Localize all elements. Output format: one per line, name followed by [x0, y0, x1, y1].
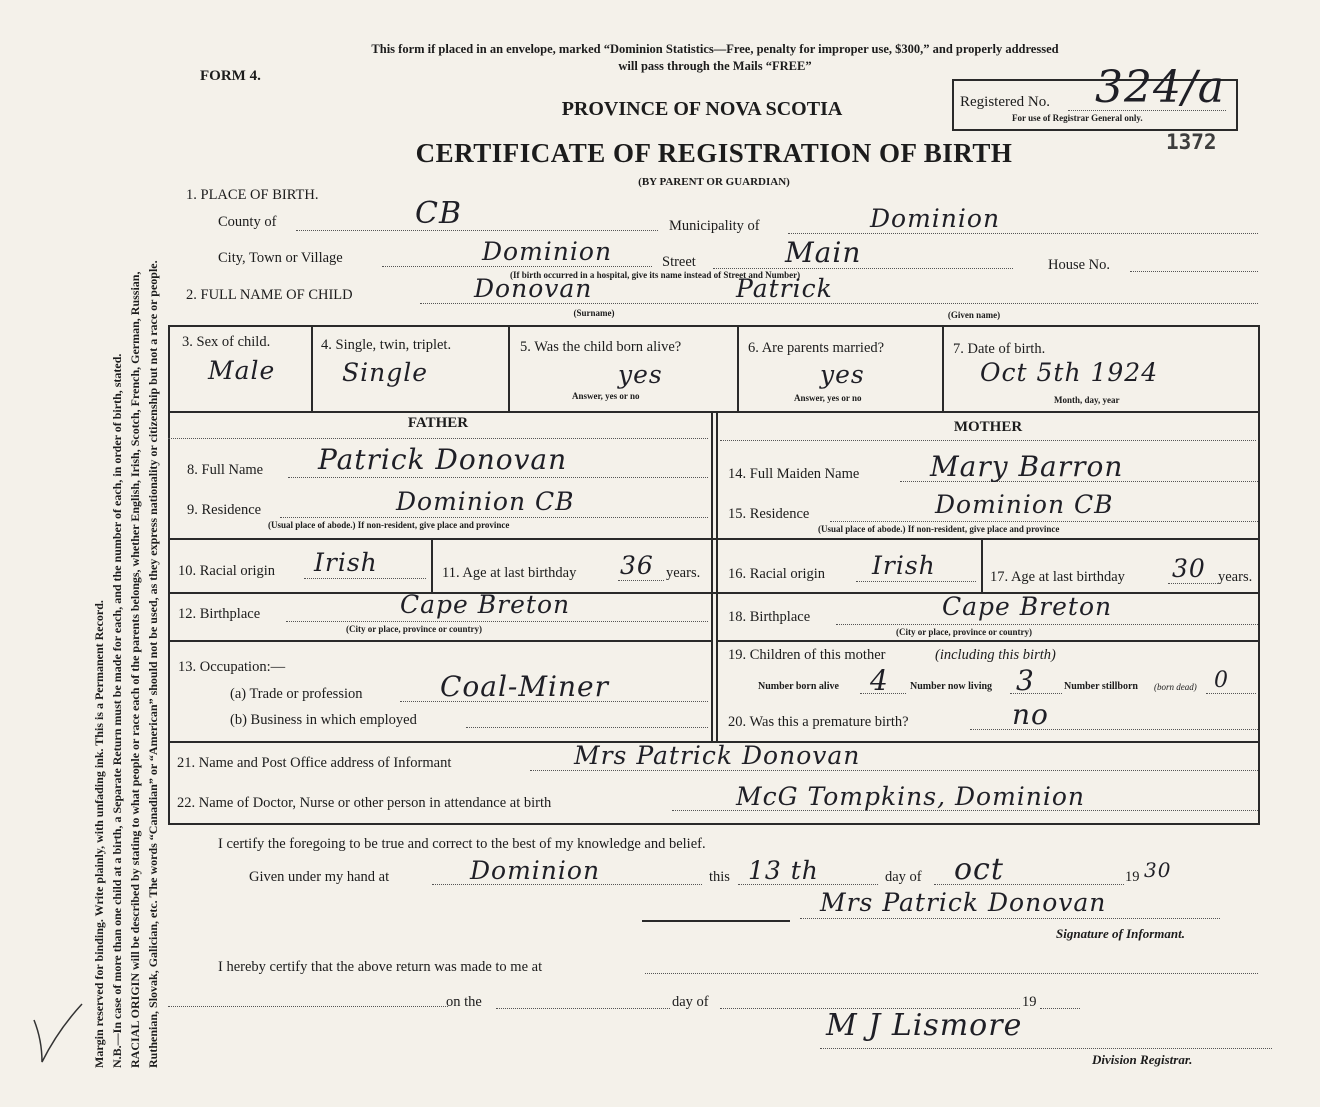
margin-note-racial-origin: RACIAL ORIGIN will be described by stating to what people or race each of the parents belongs, whether English, Irish, Scotch, French, German, Russian,	[128, 271, 142, 1068]
born-alive-label: 5. Was the child born alive?	[520, 339, 682, 355]
trade-label: (a) Trade or profession	[230, 686, 363, 702]
now-living-label: Number now living	[910, 681, 993, 692]
father-age-label: 11. Age at last birthday	[442, 565, 577, 581]
father-name-value: Patrick Donovan	[318, 443, 568, 476]
mother-age-value: 30	[1172, 554, 1206, 583]
province-heading: PROVINCE OF NOVA SCOTIA	[561, 98, 843, 120]
plurality-value: Single	[342, 358, 429, 387]
mother-age-unit: years.	[1218, 569, 1253, 585]
premature-value: no	[1012, 698, 1049, 731]
sex-label: 3. Sex of child.	[182, 334, 271, 350]
stillborn-label: Number stillborn	[1064, 681, 1138, 692]
certify-statement: I certify the foregoing to be true and correct to the best of my knowledge and belief.	[218, 836, 706, 852]
day-of-label: day of	[885, 869, 922, 885]
father-residence-value: Dominion CB	[396, 487, 575, 516]
informant-signature-label: Signature of Informant.	[1056, 926, 1185, 941]
mother-racial-origin-label: 16. Racial origin	[728, 566, 826, 582]
certificate-title: CERTIFICATE OF REGISTRATION OF BIRTH	[415, 138, 1013, 168]
certificate-subtitle: (BY PARENT OR GUARDIAN)	[638, 176, 790, 188]
child-name-label: 2. FULL NAME OF CHILD	[186, 287, 353, 303]
registrar-on-the-label: on the	[446, 994, 482, 1010]
registered-number-label: Registered No.	[960, 94, 1050, 110]
father-racial-origin-value: Irish	[314, 548, 378, 577]
form-number: FORM 4.	[200, 68, 261, 84]
sex-value: Male	[208, 356, 276, 385]
street-hospital-note: (If birth occurred in a hospital, give its name instead of Street and Number)	[510, 270, 801, 280]
born-alive-value: yes	[618, 360, 663, 389]
parents-married-value: yes	[820, 360, 865, 389]
date-of-birth-label: 7. Date of birth.	[953, 341, 1046, 357]
stillborn-note: (born dead)	[1154, 682, 1197, 692]
municipality-label: Municipality of	[669, 218, 760, 234]
check-mark-icon	[28, 1000, 88, 1070]
date-of-birth-note: Month, day, year	[1054, 395, 1120, 405]
surname-note: (Surname)	[573, 308, 615, 318]
municipality-value: Dominion	[870, 204, 1001, 233]
registrar-statement: I hereby certify that the above return was made to me at	[218, 959, 543, 975]
street-value: Main	[785, 236, 862, 269]
father-heading: FATHER	[407, 415, 469, 431]
mother-name-label: 14. Full Maiden Name	[728, 466, 860, 482]
father-birthplace-value: Cape Breton	[400, 590, 571, 619]
plurality-label: 4. Single, twin, triplet.	[321, 337, 452, 353]
city-value: Dominion	[482, 237, 613, 266]
postal-notice-line1: This form if placed in an envelope, marked “Dominion Statistics—Free, penalty for improper use, $300,” and properly addressed	[371, 42, 1059, 56]
father-name-label: 8. Full Name	[187, 462, 264, 478]
trade-value: Coal-Miner	[440, 670, 610, 703]
mother-racial-origin-value: Irish	[872, 551, 936, 580]
informant-value: Mrs Patrick Donovan	[574, 741, 861, 770]
given-name-note: (Given name)	[947, 310, 1001, 320]
born-alive-count-value: 4	[870, 664, 889, 697]
county-value: CB	[415, 196, 462, 231]
mother-residence-note: (Usual place of abode.) If non-resident, give place and province	[818, 524, 1060, 534]
date-of-birth-value: Oct 5th 1924	[980, 358, 1159, 387]
informant-signature: Mrs Patrick Donovan	[820, 888, 1107, 917]
parents-married-label: 6. Are parents married?	[748, 340, 885, 356]
mother-residence-label: 15. Residence	[728, 506, 810, 522]
given-under-hand-label: Given under my hand at	[249, 869, 390, 885]
mother-birthplace-note: (City or place, province or country)	[896, 627, 1032, 637]
county-label: County of	[218, 214, 277, 230]
margin-note-racial-origin-cont: Ruthenian, Slovak, Galician, etc. The words “Canadian” or “American” should not be used, as they express nationality or citizenship but not a race or people.	[146, 260, 160, 1068]
father-racial-origin-label: 10. Racial origin	[178, 563, 276, 579]
mother-heading: MOTHER	[953, 419, 1023, 435]
father-age-unit: years.	[666, 565, 701, 581]
mother-name-value: Mary Barron	[930, 450, 1124, 483]
margin-note-multiple-births: N.B.—In case of more than one child at a birth, a Separate Return must be made for each, and the number of each, in order of birth, stated.	[110, 353, 124, 1068]
child-surname-value: Donovan	[474, 274, 593, 303]
father-residence-label: 9. Residence	[187, 502, 262, 518]
postal-notice-line2: will pass through the Mails “FREE”	[618, 59, 812, 73]
registrar-day-of-label: day of	[672, 994, 709, 1010]
father-occupation-label: 13. Occupation:—	[178, 659, 286, 675]
street-label: Street	[662, 254, 696, 270]
registered-number-value: 324/a	[1095, 62, 1226, 113]
born-alive-note: Answer, yes or no	[572, 391, 640, 401]
registrar-general-note: For use of Registrar General only.	[1012, 113, 1143, 123]
mother-birthplace-value: Cape Breton	[942, 592, 1113, 621]
registrar-signature-label: Division Registrar.	[1092, 1052, 1193, 1067]
attendant-value: McG Tompkins, Dominion	[736, 782, 1086, 811]
business-label: (b) Business in which employed	[230, 712, 417, 728]
child-given-name-value: Patrick	[736, 274, 833, 303]
father-birthplace-note: (City or place, province or country)	[346, 624, 482, 634]
informant-label: 21. Name and Post Office address of Informant	[177, 755, 452, 771]
mother-age-label: 17. Age at last birthday	[990, 569, 1125, 585]
house-number-label: House No.	[1048, 257, 1111, 273]
father-birthplace-label: 12. Birthplace	[178, 606, 261, 622]
certify-day-value: 13 th	[748, 856, 819, 885]
premature-label: 20. Was this a premature birth?	[728, 714, 909, 730]
father-residence-note: (Usual place of abode.) If non-resident, give place and province	[268, 520, 510, 530]
attendant-label: 22. Name of Doctor, Nurse or other person in attendance at birth	[177, 795, 552, 811]
city-label: City, Town or Village	[218, 250, 343, 266]
born-alive-count-label: Number born alive	[758, 681, 839, 692]
margin-note-binding: Margin reserved for binding. Write plainly, with unfading ink. This is a Permanent Record.	[92, 600, 106, 1068]
stillborn-value: 0	[1214, 668, 1229, 693]
this-label: this	[709, 869, 730, 885]
now-living-value: 3	[1016, 664, 1035, 697]
parents-married-note: Answer, yes or no	[794, 393, 862, 403]
children-note: (including this birth)	[935, 647, 1056, 663]
certify-month-value: oct	[954, 852, 1004, 887]
father-age-value: 36	[620, 551, 654, 580]
registrar-signature: M J Lismore	[826, 1008, 1023, 1043]
certify-year-prefix: 19	[1125, 869, 1140, 885]
stamped-number: 1372	[1166, 130, 1217, 154]
mother-residence-value: Dominion CB	[935, 490, 1114, 519]
registrar-year-prefix: 19	[1022, 994, 1037, 1010]
given-place-value: Dominion	[470, 856, 601, 885]
mother-birthplace-label: 18. Birthplace	[728, 609, 811, 625]
children-label: 19. Children of this mother	[728, 647, 886, 663]
place-of-birth-label: 1. PLACE OF BIRTH.	[186, 187, 319, 203]
certify-year-value: 30	[1144, 858, 1172, 882]
